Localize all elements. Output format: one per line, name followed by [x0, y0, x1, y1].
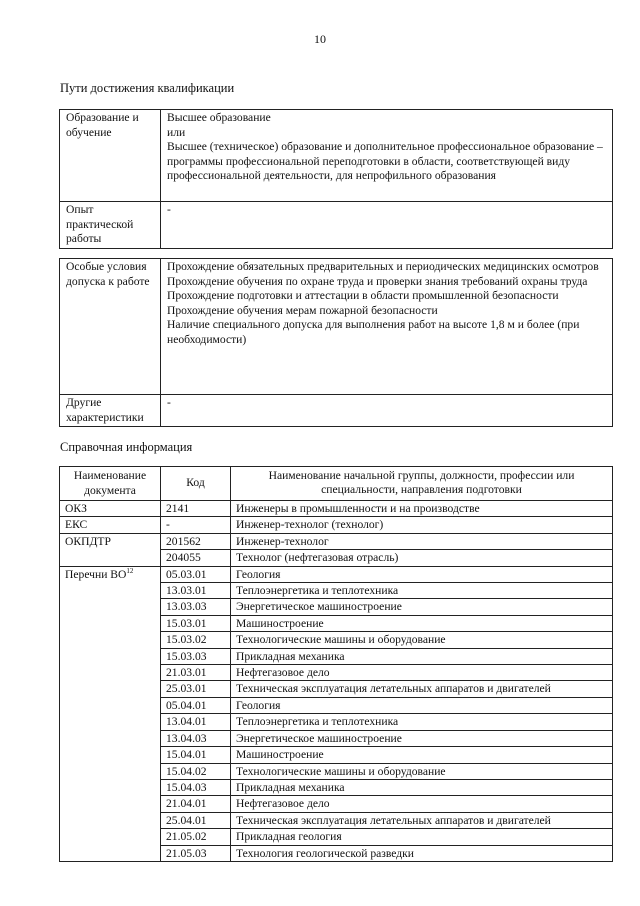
header-name: Наименование начальной группы, должности, профессии или специальности, направления подготовки: [231, 467, 613, 501]
doc-name: ОКПДТР: [65, 534, 111, 548]
code-cell: 2141: [161, 501, 231, 517]
code-cell: 21.04.01: [161, 796, 231, 812]
section-title-qualification: Пути достижения квалификации: [60, 81, 235, 95]
name-cell: Инженеры в промышленности и на производстве: [231, 501, 613, 517]
name-cell: Прикладная механика: [231, 779, 613, 795]
table-row: [60, 533, 613, 549]
section-title-reference: Справочная информация: [60, 440, 193, 454]
table-row: [60, 202, 613, 249]
content-line: Высшее образование: [167, 111, 271, 124]
doc-name: ЕКС: [65, 518, 88, 532]
code-cell: 15.04.01: [161, 747, 231, 763]
content-line: Прохождение обучения мерам пожарной безопасности: [167, 303, 438, 317]
name-cell: Геология: [231, 697, 613, 713]
doc-name-cell: [60, 517, 161, 533]
code-cell: 25.04.01: [161, 812, 231, 828]
header-code: Код: [161, 467, 231, 501]
table-header-row: [60, 467, 613, 501]
name-cell: Технология геологической разведки: [231, 845, 613, 861]
code-cell: 25.03.01: [161, 681, 231, 697]
code-cell: 21.05.03: [161, 845, 231, 861]
name-cell: Нефтегазовое дело: [231, 796, 613, 812]
name-cell: Технологические машины и оборудование: [231, 632, 613, 648]
name-cell: Инженер-технолог: [231, 533, 613, 549]
doc-name-cell: [60, 566, 161, 861]
name-cell: Прикладная геология: [231, 829, 613, 845]
reference-table: [59, 466, 613, 862]
footnote-ref: 12: [126, 566, 134, 575]
name-cell: Теплоэнергетика и теплотехника: [231, 583, 613, 599]
name-cell: Нефтегазовое дело: [231, 665, 613, 681]
code-cell: 204055: [161, 550, 231, 566]
code-cell: 05.04.01: [161, 697, 231, 713]
table-row: [60, 501, 613, 517]
name-cell: Инженер-технолог (технолог): [231, 517, 613, 533]
name-cell: Геология: [231, 566, 613, 582]
code-cell: 15.04.02: [161, 763, 231, 779]
doc-name: Перечни ВО: [65, 567, 127, 581]
code-cell: -: [161, 517, 231, 533]
name-cell: Энергетическое машиностроение: [231, 730, 613, 746]
name-cell: Техническая эксплуатация летательных аппаратов и двигателей: [231, 681, 613, 697]
name-cell: Машиностроение: [231, 747, 613, 763]
content-line: Прохождение обучения по охране труда и проверки знания требований охраны труда: [167, 274, 588, 288]
name-cell: Техническая эксплуатация летательных аппаратов и двигателей: [231, 812, 613, 828]
name-cell: Машиностроение: [231, 615, 613, 631]
table-row: [60, 259, 613, 395]
name-cell: Прикладная механика: [231, 648, 613, 664]
code-cell: 21.05.02: [161, 829, 231, 845]
admission-table: [59, 258, 613, 427]
row-content: -: [161, 395, 613, 427]
code-cell: 13.04.01: [161, 714, 231, 730]
code-cell: 13.03.01: [161, 583, 231, 599]
content-line: Наличие специального допуска для выполнения работ на высоте 1,8 м и более (при необходимости): [167, 318, 580, 346]
qualification-table: [59, 109, 613, 249]
table-row: [60, 566, 613, 582]
code-cell: 13.04.03: [161, 730, 231, 746]
name-cell: Теплоэнергетика и теплотехника: [231, 714, 613, 730]
name-cell: Энергетическое машиностроение: [231, 599, 613, 615]
row-content: [161, 110, 613, 202]
doc-name: ОКЗ: [65, 502, 87, 515]
row-label: Особые условия допуска к работе: [60, 259, 161, 395]
code-cell: 201562: [161, 533, 231, 549]
table-row: [60, 110, 613, 202]
code-cell: 21.03.01: [161, 665, 231, 681]
row-content: -: [161, 202, 613, 249]
name-cell: Технологические машины и оборудование: [231, 763, 613, 779]
code-cell: 15.03.02: [161, 632, 231, 648]
row-label: Образование и обучение: [60, 110, 161, 202]
row-label: Другие характеристики: [60, 395, 161, 427]
content-line: Высшее (техническое) образование и дополнительное профессиональное образование – программы профессиональной переподготовки в области, соответствующей виду профессиональной деятельности, для непрофильного образования: [167, 140, 603, 183]
content-line: или: [167, 125, 186, 139]
content-line: Прохождение обязательных предварительных и периодических медицинских осмотров: [167, 260, 599, 273]
name-cell: Технолог (нефтегазовая отрасль): [231, 550, 613, 566]
code-cell: 05.03.01: [161, 566, 231, 582]
code-cell: 13.03.03: [161, 599, 231, 615]
content-line: Прохождение подготовки и аттестации в области промышленной безопасности: [167, 289, 559, 303]
code-cell: 15.03.01: [161, 615, 231, 631]
table-row: [60, 395, 613, 427]
doc-name-cell: [60, 501, 161, 517]
page-number: 10: [314, 32, 326, 46]
row-content: [161, 259, 613, 395]
header-doc: Наименование документа: [60, 467, 161, 501]
code-cell: 15.04.03: [161, 779, 231, 795]
table-row: [60, 517, 613, 533]
code-cell: 15.03.03: [161, 648, 231, 664]
doc-name-cell: [60, 533, 161, 566]
row-label: Опыт практической работы: [60, 202, 161, 249]
